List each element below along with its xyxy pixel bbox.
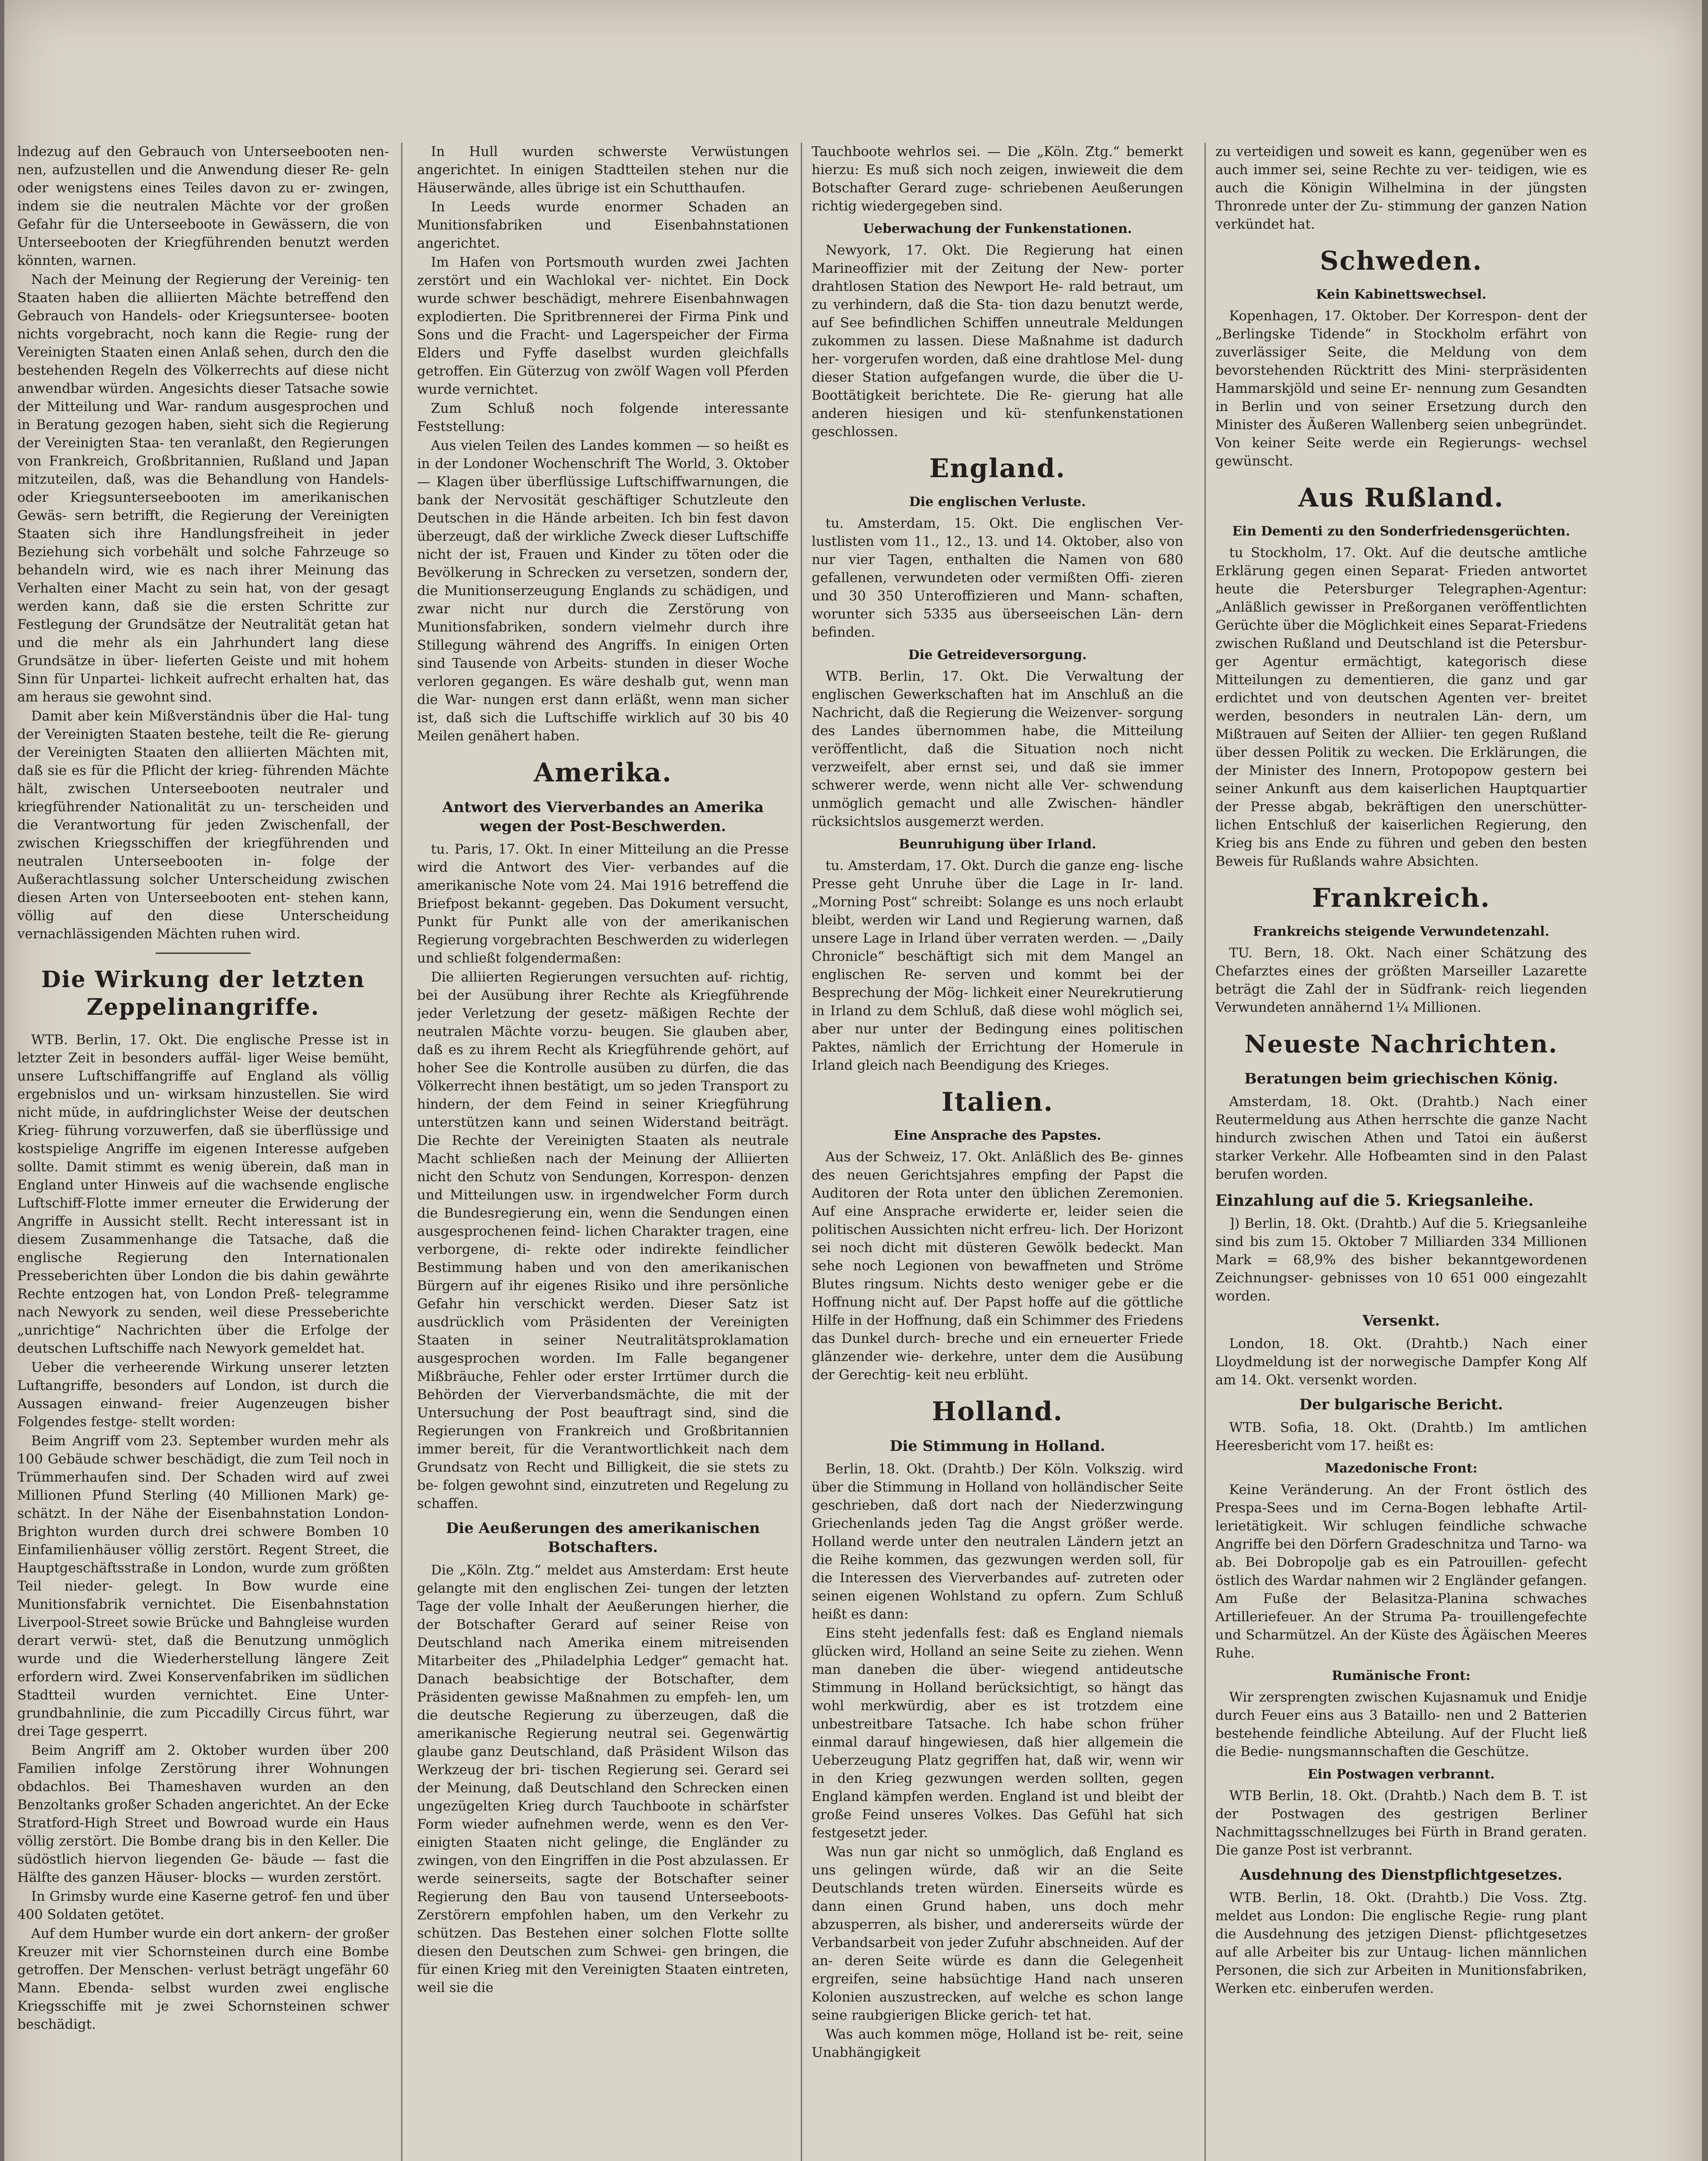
article-heading: Frankreichs steigende Verwundetenzahl. [1253, 924, 1549, 939]
article-paragraph: tu. Amsterdam, 15. Okt. Die englischen Ver- lustlisten vom 11., 12., 13. und 14. Oktober, also von nur vier Tagen, enthalten die Namen von 680 gefallenen, verwundeten oder vermißten Offi- zieren und 30 350 Unteroffizieren und Mann- schaften, worunter sich 5335 aus überseeischen Län- dern befinden. [812, 516, 1183, 640]
article-paragraph: Was nun gar nicht so unmöglich, daß England es uns gelingen würde, daß wir an die Seite Deutschlands treten würden. Einerseits würde es dann einen Grund haben, uns doch mehr abzusperren, als bisher, und andererseits würde der Verbandsarbeit von jeder Zufuhr abschneiden. Auf der an- deren Seite würde es dann die Gelegenheit ergreifen, seine habsüchtige Hand nach unseren Kolonien auszustrecken, auf welche es schon lange seine raubgierigen Blicke gerich- tet hat. [812, 1844, 1183, 2023]
section-heading-russland: Aus Rußland. [1298, 483, 1504, 513]
article-paragraph: In Hull wurden schwerste Verwüstungen angerichtet. In einigen Stadtteilen stehen nur die Häuserwände, alles übrige ist ein Schutthaufen. [417, 144, 789, 196]
article-paragraph: Ueber die verheerende Wirkung unserer letzten Luftangriffe, besonders auf London, ist durch die Aussagen einwand- freier Augenzeugen bisher Folgendes festge- stellt worden: [17, 1360, 389, 1430]
article-paragraph: Aus vielen Teilen des Landes kommen — so heißt es in der Londoner Wochenschrift The World, 3. Oktober — Klagen über überflüssige Luftschiffwarnungen, die bank der Nervosität geschäftiger Schutzleute den Deutschen in die Hände arbeiten. Ich bin fest davon überzeugt, daß der wirkliche Zweck dieser Luftschiffe nicht der ist, Frauen und Kinder zu töten oder die Bevölkerung in Schrecken zu versetzen, sondern der, die Munitionserzeugung Englands zu schädigen, und zwar nicht nur durch die Zerstörung von Munitionsfabriken, sondern vielmehr durch ihre Stillegung während des Angriffs. In einigen Orten sind Tausende von Arbeits- stunden in dieser Woche verloren gegangen. Es wäre deshalb gut, wenn man die War- nungen erst dann erläßt, wenn man sicher ist, daß sich die Luftschiffe wirklich auf 30 bis 40 Meilen genähert haben. [417, 438, 789, 744]
article-paragraph: Berlin, 18. Okt. (Drahtb.) Der Köln. Volkszig. wird über die Stimmung in Holland von holländischer Seite geschrieben, daß dort nach der Niederzwingung Griechenlands jeden Tag die Angst größer werde. Holland werde unter den neutralen Ländern jetzt an die Reihe kommen, das gezwungen werden soll, für die Interessen des Vierverbandes auf- zutreten oder seinen eigenen Wohlstand zu opfern. Zum Schluß heißt es dann: [812, 1461, 1183, 1622]
article-paragraph: Damit aber kein Mißverständnis über die Hal- tung der Vereinigten Staaten bestehe, teilt die Re- gierung der Vereinigten Staaten den alliierten Mächten mit, daß sie es für die Pflicht der krieg- führenden Mächte hält, zwischen Unterseebooten neutraler und kriegführender Nationalität zu un- terscheiden und die Verantwortung für jeden Zwischenfall, der zwischen Kriegsschiffen der kriegführenden und neutralen Unterseebooten in- folge der Außerachtlassung solcher Unterscheidung zwischen diesen Arten von Unterseebooten ent- stehen kann, völlig auf den diese Unterscheidung vernachlässigenden Mächten ruhen wird. [17, 708, 389, 942]
column-2 [417, 143, 789, 2161]
article-paragraph: London, 18. Okt. (Drahtb.) Nach einer Lloydmeldung ist der norwegische Dampfer Kong Alf am 14. Okt. versenkt worden. [1215, 1336, 1587, 1388]
article-paragraph: Beim Angriff vom 23. September wurden mehr als 100 Gebäude schwer beschädigt, die zum Teil noch in Trümmerhaufen sind. Der Schaden wird auf zwei Millionen Pfund Sterling (40 Millionen Mark) ge- schätzt. In der Nähe der Eisenbahnstation London-Brighton wurden durch drei schwere Bomben 10 Einfamilienhäuser völlig zerstört. Regent Street, die Hauptgeschäftsstraße in London, wurde zum größten Teil nieder- gelegt. In Bow wurde eine Munitionsfabrik vernichtet. Die Eisenbahnstation Liverpool-Street sowie Brücke und Bahngleise wurden derart verwü- stet, daß die Benutzung unmöglich wurde und die Wiederherstellung längere Zeit erfordern wird. Zwei Konservenfabriken im südlichen Stadtteil wurden vernichtet. Eine Unter- grundbahnlinie, die zum Piccadilly Circus führt, war drei Tage gesperrt. [17, 1433, 389, 1739]
article-paragraph: tu Stockholm, 17. Okt. Auf die deutsche amtliche Erklärung gegen einen Separat- Frieden antwortet heute die Petersburger Telegraphen-Agentur: „Anläßlich gewisser in Preßorganen veröffentlichten Gerüchte über die Möglichkeit eines Separat-Friedens zwischen Rußland und Deutschland ist die Petersbur- ger Agentur ermächtigt, kategorisch diese Mitteilungen zu dementieren, die ganz und gar erdichtet und von deutschen Agenten ver- breitet werden, besonders in neutralen Län- dern, um Mißtrauen auf Seiten der Alliier- ten gegen Rußland über dessen Politik zu wecken. Die Erklärungen, die der Minister des Innern, Protopopow gestern bei seiner Ankunft aus dem kaiserlichen Hauptquartier der Presse abgab, bekräftigen den unerschütter- lichen Entschluß der kaiserlichen Regierung, den Krieg bis ans Ende zu führen und geben den besten Beweis für Rußlands wahre Absichten. [1215, 545, 1587, 869]
section-heading-frankreich: Frankreich. [1312, 883, 1491, 913]
article-paragraph: Auf dem Humber wurde ein dort ankern- der großer Kreuzer mit vier Schornsteinen durch eine Bombe getroffen. Der Menschen- verlust beträgt ungefähr 60 Mann. Ebenda- selbst wurden zwei englische Kriegsschiffe mit je zwei Schornsteinen schwer beschädigt. [17, 1926, 389, 2032]
article-paragraph: Keine Veränderung. An der Front östlich des Prespa-Sees und im Cerna-Bogen lebhafte Artil- lerietätigkeit. Wir schlugen feindliche schwache Angriffe bei den Dörfern Gradeschnitza und Tarno- wa ab. Bei Dobropolje gab es ein Patrouillen- gefecht östlich des Wardar nahmen wir 2 Engländer gefangen. Am Fuße der Belasitza-Planina schwaches Artilleriefeuer. An der Struma Pa- trouillengefechte und Scharmützel. An der Küste des Ägäischen Meeres Ruhe. [1215, 1482, 1587, 1661]
article-paragraph: In Grimsby wurde eine Kaserne getrof- fen und über 400 Soldaten getötet. [17, 1889, 389, 1922]
article-heading: Der bulgarische Bericht. [1299, 1396, 1503, 1413]
article-heading: Ein Postwagen verbrannt. [1307, 1767, 1495, 1782]
section-divider [156, 953, 251, 954]
article-heading: Die Stimmung in Holland. [889, 1437, 1106, 1455]
article-paragraph: tu. Amsterdam, 17. Okt. Durch die ganze eng- lische Presse geht Unruhe über die Lage in Ir- land. „Morning Post“ schreibt: Solange es uns noch erlaubt bleibt, werden wir Land und Regierung warnen, daß unsere Lage in Irland über verraten werden. — „Daily Chronicle“ beschäftigt sich mit dem Mangel an englischen Re- serven und kommt bei der Besprechung der Mög- lichkeit einer Neurekrutierung in Irland zu dem Schluß, daß diese wohl möglich sei, aber nur unter der Bedingung eines politischen Paktes, nämlich der Errichtung der Homerule in Irland gleich nach Beendigung des Krieges. [812, 858, 1183, 1073]
article-paragraph: WTB Berlin, 18. Okt. (Drahtb.) Nach dem B. T. ist der Postwagen des gestrigen Berliner Nachmittagsschnellzuges bei Fürth in Brand geraten. Die ganze Post ist verbrannt. [1215, 1788, 1587, 1858]
article-heading: Ueberwachung der Funkenstationen. [863, 221, 1132, 236]
article-paragraph: Kopenhagen, 17. Oktober. Der Korrespon- dent der „Berlingske Tidende“ in Stockholm erfährt von zuverlässiger Seite, die Meldung von dem bevorstehenden Rücktritt des Mini- sterpräsidenten Hammarskjöld und seine Er- nennung zum Gesandten in Berlin und von seiner Ersetzung durch den Minister des Äußeren Wallenberg seien unbegründet. Von keiner Seite werde ein Regierungs- wechsel gewünscht. [1215, 308, 1587, 469]
article-paragraph: Wir zersprengten zwischen Kujasnamuk und Enidje durch Feuer eins aus 3 Bataillo- nen und 2 Batterien bestehende feindliche Abteilung. Auf der Flucht ließ die Bedie- nungsmannschaften die Geschütze. [1215, 1689, 1587, 1759]
article-paragraph: WTB. Berlin, 18. Okt. (Drahtb.) Die Voss. Ztg. meldet aus London: Die englische Regie- rung plant die Ausdehnung des jetzigen Dienst- pflichtgesetzes auf alle Arbeiter bis zur Untaug- lichen männlichen Personen, die sich zur Arbeiten in Munitionsfabriken, Werken etc. einberufen werden. [1215, 1890, 1587, 1996]
article-paragraph: Tauchboote wehrlos sei. — Die „Köln. Ztg.“ bemerkt hierzu: Es muß sich noch zeigen, inwieweit die dem Botschafter Gerard zuge- schriebenen Aeußerungen richtig wiedergegeben sind. [812, 144, 1183, 214]
article-paragraph: Die alliierten Regierungen versuchten auf- richtig, bei der Ausübung ihrer Rechte als Kriegführende jeder Verletzung der gesetz- mäßigen Rechte der neutralen Mächte vorzu- beugen. Sie glauben aber, daß es zu ihrem Recht als Kriegführende gehört, auf hoher See die Kontrolle ausüben zu dürfen, die das Völkerrecht ihnen bestätigt, um so jeden Transport zu hindern, der dem Feind in seiner Kriegführung unterstützen kann und seinen Widerstand beiträgt. Die Rechte der Vereinigten Staaten als neutrale Macht schließen nach der Meinung der Alliierten nicht den Schutz von Sendungen, Korrespon- denzen und Mitteilungen usw. in irgendwelcher Form durch die Bundesregierung ein, wenn die Sendungen einen ausgesprochenen feind- lichen Charakter tragen, eine verborgene, di- rekte oder indirekte feindlicher Bestimmung haben und von den amerikanischen Bürgern auf ihr eigenes Risiko und ihre persönliche Gefahr hin verschickt werden. Dieser Satz ist ausdrücklich vom Präsidenten der Vereinigten Staaten in seiner Neutralitätsproklamation ausgesprochen worden. Im Falle begangener Mißbräuche, Fehler oder erster Irrtümer durch die Behörden der Vierverbandsmächte, die mit der Untersuchung der Post beauftragt sind, sind die Regierungen von Frankreich und Großbritannien immer bereit, für die Verantwortlichkeit nach dem Grundsatz von Recht und Billigkeit, die sie stets zu be- folgen gewohnt sind, einzutreten und Regelung zu schaffen. [417, 969, 789, 1511]
section-heading-neueste-nachrichten: Neueste Nachrichten. [1244, 1030, 1558, 1058]
article-heading: Beratungen beim griechischen König. [1244, 1070, 1558, 1087]
article-paragraph: Was auch kommen möge, Holland ist be- reit, seine Unabhängigkeit [812, 2027, 1183, 2060]
article-heading: Beunruhigung über Irland. [899, 837, 1096, 852]
article-paragraph: ]) Berlin, 18. Okt. (Drahtb.) Auf die 5. Kriegsanleihe sind bis zum 15. Oktober 7 Milliarden 334 Millionen Mark = 68,9% des bisher bekanntgewordenen Zeichnungser- gebnisses von 10 651 000 eingezahlt worden. [1215, 1216, 1587, 1304]
column-rule [801, 143, 802, 2161]
section-heading-schweden: Schweden. [1320, 246, 1482, 276]
article-paragraph: Beim Angriff am 2. Oktober wurden über 200 Familien infolge Zerstörung ihrer Wohnungen obdachlos. Bei Thameshaven wurden an den Benzoltanks großer Schaden angerichtet. An der Ecke Stratford-High Street und Bowroad wurde ein Haus völlig zerstört. Die Bombe drang bis in den Keller. Die südöstlich hiervon liegenden Ge- bäude — fast die Hälfte des ganzen Häuser- blocks — wurden zerstört. [17, 1743, 389, 1885]
section-heading-holland: Holland. [932, 1396, 1063, 1427]
article-heading: Ausdehnung des Dienstpflichtgesetzes. [1240, 1866, 1563, 1884]
column-4 [1215, 143, 1587, 2161]
article-subheading: Rumänische Front: [1332, 1668, 1471, 1683]
article-heading: Die englischen Verluste. [909, 494, 1086, 510]
article-subheading: Mazedonische Front: [1325, 1461, 1478, 1476]
article-paragraph: WTB. Berlin, 17. Okt. Die Verwaltung der englischen Gewerkschaften hat im Anschluß an die Nachricht, daß die Regierung die Weizenver- sorgung des Landes übernommen habe, die Mitteilung veröffentlicht, daß die Situation noch nicht verzweifelt, aber ernst sei, und daß sie immer schwerer werde, wenn nicht alle Ver- schwendung unmöglich gemacht und alle Zwischen- händler rücksichtslos ausgemerzt werden. [812, 669, 1183, 829]
article-paragraph: Zum Schluß noch folgende interessante Feststellung: [417, 401, 789, 434]
article-paragraph: Die „Köln. Ztg.“ meldet aus Amsterdam: Erst heute gelangte mit den englischen Zei- tungen der letzten Tage der volle Inhalt der Aeußerungen hierher, die der Botschafter Gerard auf seiner Reise von Deutschland nach Amerika einem mitreisenden Mitarbeiter des „Philadelphia Ledger“ gemacht hat. Danach beabsichtige der Botschafter, dem Präsidenten gewisse Maßnahmen zu empfeh- len, um die deutsche Regierung zu überzeugen, daß die amerikanische Regierung neutral sei. Gegenwärtig glaube ganz Deutschland, daß Präsident Wilson das Werkzeug der bri- tischen Regierung sei. Gerard sei der Meinung, daß Deutschland den Schrecken einen ungezügelten Krieg durch Tauchboote in schärfster Form wieder aufnehmen werde, wenn es den Ver- einigten Staaten nicht gelinge, die Engländer zu zwingen, von den Eingriffen in die Post abzulassen. Er werde seinerseits, sagte der Botschafter seiner Regierung den Bau von tausend Unterseeboots-Zerstörern empfohlen haben, um den Verkehr zu schützen. Das Bestehen einer solchen Flotte sollte diesen den Deutschen zum Schwei- gen bringen, die für einen Krieg mit den Vereinigten Staaten eintreten, weil sie die [417, 1562, 789, 1995]
newspaper-page [4, 0, 1702, 2161]
article-heading: Einzahlung auf die 5. Kriegsanleihe. [1215, 1192, 1534, 1210]
column-3 [812, 143, 1183, 2161]
section-heading-amerika: Amerika. [534, 758, 672, 788]
article-paragraph: Aus der Schweiz, 17. Okt. Anläßlich des Be- ginnes des neuen Gerichtsjahres empfing der Papst die Auditoren der Rota unter den üblichen Zeremonien. Auf eine Ansprache erwiderte er, leider seien die politischen Aussichten nicht erfreu- lich. Der Horizont sei noch dicht mit düsteren Gewölk bedeckt. Man sehe noch Legionen von bewaffneten und Ströme Blutes ringsum. Nichts desto weniger gebe er die Hoffnung nicht auf. Der Papst hoffe auf die göttliche Hilfe in der Hoffnung, daß ein Schimmer des Friedens das Dunkel durch- breche und ein erneuerter Friede glänzender wie- derkehre, unter dem die Ausübung der Gerechtig- keit neu erblüht. [812, 1149, 1183, 1383]
column-rule [401, 143, 402, 2161]
article-paragraph: WTB. Sofia, 18. Okt. (Drahtb.) Im amtlichen Heeresbericht vom 17. heißt es: [1215, 1420, 1587, 1453]
headline-zeppelin: Die Wirkung der letzten Zeppelinangriffe. [41, 966, 365, 1020]
article-heading: Die Aeußerungen des amerikanischen Botschafters. [446, 1520, 760, 1556]
article-paragraph: Nach der Meinung der Regierung der Vereinig- ten Staaten haben die alliierten Mächte betreffend den Gebrauch von Handels- oder Kriegsuntersee- booten nichts vorgebracht, noch kann die Regie- rung der Vereinigten Staaten einen Anlaß sehen, durch den die bestehenden Regeln des Völkerrechts auf diese nicht anwendbar würden. Angesichts dieser Tatsache sowie der Mitteilung und War- randum ausgesprochen und in Beratung gezogen haben, sieht sich die Regierung der Vereinigten Staa- ten veranlaßt, den Regierungen von Frankreich, Großbritannien, Rußland und Japan mitzuteilen, daß, was die Behandlung von Handels- oder Kriegsunterseebooten im amerikanischen Gewäs- sern betrifft, die Regierung der Vereinigten Staaten sich ihre Handlungsfreiheit in jeder Beziehung sich vorbehält und solche Fahrzeuge so behandeln wird, wie es nach ihrer Meinung das Verhalten einer Macht zu sein hat, von der gesagt werden kann, daß sie die ersten Schritte zur Festlegung der Grundsätze der Neutralität getan hat und die mehr als ein Jahrhundert lang diese Grundsätze in über- lieferten Geiste und mit hohem Sinn für Unpartei- lichkeit aufrecht erhalten hat, das am heraus sie gewohnt sind. [17, 272, 389, 705]
section-heading-italien: Italien. [941, 1087, 1054, 1117]
article-heading: Antwort des Vierverbandes an Amerika wegen der Post-Beschwerden. [442, 799, 764, 835]
article-paragraph: Eins steht jedenfalls fest: daß es England niemals glücken wird, Holland an seine Seite zu ziehen. Wenn man daneben die über- wiegend antideutsche Stimmung in Holland berücksichtigt, so hängt das wohl merkwürdig, aber es ist trotzdem eine unbestreitbare Tatsache. Ich habe schon früher einmal darauf hingewiesen, daß hier allgemein die Ueberzeugung Platz gegriffen hat, daß wir, wenn wir in den Krieg gezwungen werden sollten, gegen England kämpfen werden. England ist und bleibt der große Feind unseres Volkes. Das Gefühl hat sich festgesetzt jeder. [812, 1626, 1183, 1841]
article-paragraph: TU. Bern, 18. Okt. Nach einer Schätzung des Chefarztes eines der größten Marseiller Lazarette beträgt die Zahl der in Südfrank- reich liegenden Verwundeten annähernd 1¼ Millionen. [1215, 945, 1587, 1015]
article-paragraph: Im Hafen von Portsmouth wurden zwei Jachten zerstört und ein Wachlokal ver- nichtet. Ein Dock wurde schwer beschädigt, mehrere Eisenbahnwagen explodierten. Die Spritbrennerei der Firma Pink und Sons und die Fracht- und Lagerspeicher der Firma Elders und Fyffe daselbst wurden gleichfalls getroffen. Ein Güterzug von zwölf Wagen voll Pferden wurde vernichtet. [417, 255, 789, 397]
article-paragraph: zu verteidigen und soweit es kann, gegenüber wen es auch immer sei, seine Rechte zu ver- teidigen, wie es auch die Königin Wilhelmina in der jüngsten Thronrede unter der Zu- stimmung der ganzen Nation verkündet hat. [1215, 144, 1587, 232]
article-paragraph: Newyork, 17. Okt. Die Regierung hat einen Marineoffizier mit der Zeitung der New- porter drahtlosen Station des Newport He- rald betraut, um zu verhindern, daß die Sta- tion dazu benutzt werde, auf See befindlichen Schiffen unneutrale Meldungen zukommen zu lassen. Diese Maßnahme ist dadurch her- vorgerufen worden, daß eine drahtlose Mel- dung dieser Station aufgefangen wurde, die über die U-Boottätigkeit berichtete. Die Re- gierung hat alle anderen hiesigen und kü- stenfunkenstationen geschlossen. [812, 242, 1183, 440]
article-heading: Eine Ansprache des Papstes. [893, 1128, 1102, 1143]
article-heading: Versenkt. [1362, 1312, 1440, 1329]
article-paragraph: In Leeds wurde enormer Schaden an Munitionsfabriken und Eisenbahnstationen angerichtet. [417, 199, 789, 251]
column-rule [1205, 143, 1206, 2161]
article-heading: Ein Dementi zu den Sonderfriedensgerüchten. [1232, 524, 1570, 539]
article-paragraph: tu. Paris, 17. Okt. In einer Mitteilung an die Presse wird die Antwort des Vier- verbandes auf die amerikanische Note vom 24. Mai 1916 betreffend die Briefpost bekannt- gegeben. Das Dokument versucht, Punkt für Punkt alle von der amerikanischen Regierung vorgebrachten Beschwerden zu widerlegen und schließt folgendermaßen: [417, 841, 789, 966]
article-paragraph: WTB. Berlin, 17. Okt. Die englische Presse ist in letzter Zeit in besonders auffäl- liger Weise bemüht, unsere Luftschiffangriffe auf England als völlig ergebnislos und un- wirksam hinzustellen. Sie wird nicht müde, in aufdringlichster Weise der deutschen Krieg- führung vorzuwerfen, daß sie überflüssige und kostspielige Angriffe im eigenen Interesse aufgeben sollte. Damit stimmt es wenig überein, daß man in England unter Hinweis auf die wachsende englische Luftschiff-Flotte immer erneuter die Erwiderung der Angriffe in Aussicht stellt. Recht interessant ist in diesem Zusammenhange die Tatsache, daß die englische Regierung den Internationalen Presseberichten über London die bis dahin gewährte Rechte entzogen hat, von London Preß- telegramme nach Newyork zu senden, weil diese Presseberichte „unrichtige“ Nachrichten über die Erfolge der deutschen Luftschiffe nach Newyork gemeldet hat. [17, 1032, 389, 1356]
article-paragraph: Amsterdam, 18. Okt. (Drahtb.) Nach einer Reutermeldung aus Athen herrschte die ganze Nacht hindurch zwischen Athen und Tatoi ein äußerst starker Verkehr. Alle Hofbeamten sind in den Palast berufen worden. [1215, 1094, 1587, 1182]
column-1 [17, 143, 389, 2161]
article-heading: Kein Kabinettswechsel. [1316, 287, 1487, 302]
article-heading: Die Getreideversorgung. [908, 647, 1087, 663]
article-paragraph: lndezug auf den Gebrauch von Unterseebooten nen- nen, aufzustellen und die Anwendung dieser Re- geln oder wenigstens eines Teiles davon zu er- zwingen, indem sie die neutralen Mächte vor der großen Gefahr für die Unterseeboote in Gewässern, die von Unterseebooten der Kriegführenden benutzt werden könnten, warnen. [17, 144, 389, 268]
section-heading-england: England. [929, 453, 1066, 484]
